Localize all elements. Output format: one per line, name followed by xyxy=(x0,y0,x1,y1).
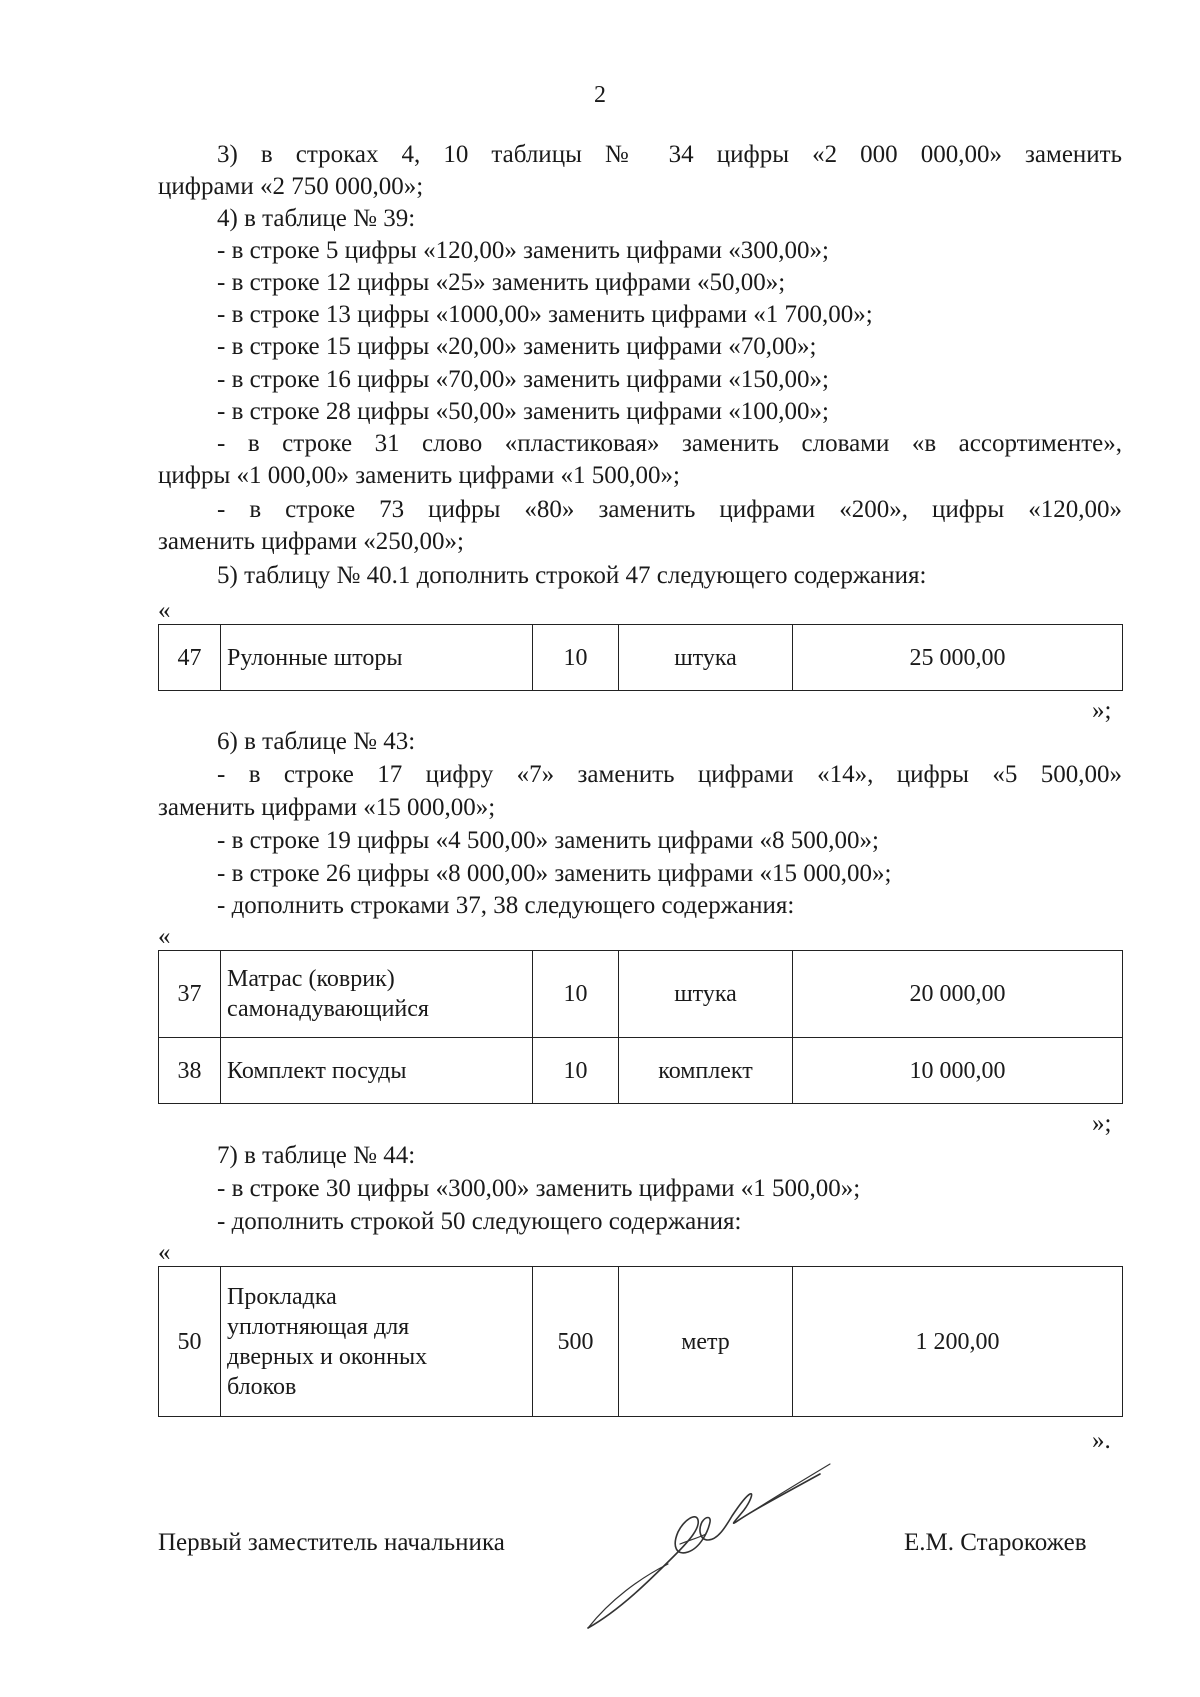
row-number: 47 xyxy=(159,625,221,691)
item5-close-quote: »; xyxy=(1092,697,1112,724)
row-number: 50 xyxy=(159,1267,221,1417)
item5-header: 5) таблицу № 40.1 дополнить строкой 47 следующего содержания: xyxy=(217,562,927,589)
table-row xyxy=(159,1038,1123,1104)
row-number: 38 xyxy=(159,1038,221,1104)
handwritten-signature xyxy=(580,1460,860,1640)
item5-open-quote: « xyxy=(158,597,171,624)
item6-row17-line2: заменить цифрами «15 000,00»; xyxy=(158,794,496,821)
item7-open-quote: « xyxy=(158,1239,171,1266)
item-unit: штука xyxy=(619,951,793,1038)
item4-line: - в строке 5 цифры «120,00» заменить цифрами «300,00»; xyxy=(217,237,829,264)
item-name xyxy=(221,1267,533,1417)
item7-line: - в строке 30 цифры «300,00» заменить цифрами «1 500,00»; xyxy=(217,1175,861,1202)
item-unit: комплект xyxy=(619,1038,793,1104)
item-price: 1 200,00 xyxy=(793,1267,1123,1417)
item4-line: - в строке 12 цифры «25» заменить цифрами «50,00»; xyxy=(217,269,786,296)
item-name: Комплект посуды xyxy=(221,1038,533,1104)
row-number: 37 xyxy=(159,951,221,1038)
item4-row31-line2: цифры «1 000,00» заменить цифрами «1 500,00»; xyxy=(158,462,680,489)
item-price: 25 000,00 xyxy=(793,625,1123,691)
item-price: 10 000,00 xyxy=(793,1038,1123,1104)
table-44-addition xyxy=(158,1266,1123,1417)
item-name-line: уплотняющая для xyxy=(227,1313,410,1340)
item6-line: - дополнить строками 37, 38 следующего содержания: xyxy=(217,892,795,919)
item3-line1: 3) в строках 4, 10 таблицы № 34 цифры «2 000 000,00» заменить xyxy=(217,141,1122,168)
item6-open-quote: « xyxy=(158,923,171,950)
signatory-name: Е.М. Старокожев xyxy=(904,1529,1087,1556)
item4-row31-line1: - в строке 31 слово «пластиковая» заменить словами «в ассортименте», xyxy=(217,430,1122,457)
item7-line: - дополнить строкой 50 следующего содержания: xyxy=(217,1208,742,1235)
table-row xyxy=(159,951,1123,1038)
item-name-line: блоков xyxy=(227,1373,297,1400)
item4-header: 4) в таблице № 39: xyxy=(217,205,416,232)
item-quantity: 500 xyxy=(533,1267,619,1417)
item-unit: метр xyxy=(619,1267,793,1417)
item4-line: - в строке 16 цифры «70,00» заменить цифрами «150,00»; xyxy=(217,366,829,393)
item-quantity: 10 xyxy=(533,1038,619,1104)
table-row xyxy=(159,625,1123,691)
item4-row73-line1: - в строке 73 цифры «80» заменить цифрами «200», цифры «120,00» xyxy=(217,496,1122,523)
item-name-line: Матрас (коврик) xyxy=(227,966,395,992)
item-unit: штука xyxy=(619,625,793,691)
item-name xyxy=(221,951,533,1038)
item4-line: - в строке 13 цифры «1000,00» заменить цифрами «1 700,00»; xyxy=(217,301,873,328)
item6-row17-line1: - в строке 17 цифру «7» заменить цифрами «14», цифры «5 500,00» xyxy=(217,761,1122,788)
item4-row73-line2: заменить цифрами «250,00»; xyxy=(158,528,464,555)
item6-close-quote: »; xyxy=(1092,1110,1112,1137)
table-40-1-addition xyxy=(158,624,1123,691)
item4-line: - в строке 15 цифры «20,00» заменить цифрами «70,00»; xyxy=(217,333,817,360)
item-name-line: дверных и оконных xyxy=(227,1343,428,1370)
item-name: Рулонные шторы xyxy=(221,625,533,691)
item6-line: - в строке 26 цифры «8 000,00» заменить цифрами «15 000,00»; xyxy=(217,860,892,887)
item6-line: - в строке 19 цифры «4 500,00» заменить цифрами «8 500,00»; xyxy=(217,827,879,854)
item-quantity: 10 xyxy=(533,625,619,691)
item3-line2: цифрами «2 750 000,00»; xyxy=(158,173,424,200)
table-row xyxy=(159,1267,1123,1417)
item-name-line: самонадувающийся xyxy=(227,996,429,1022)
item-name-line: Прокладка xyxy=(227,1283,337,1310)
item7-header: 7) в таблице № 44: xyxy=(217,1142,416,1169)
item7-close-quote: ». xyxy=(1092,1427,1111,1454)
table-43-addition xyxy=(158,950,1123,1104)
page-number: 2 xyxy=(594,82,606,108)
signatory-position: Первый заместитель начальника xyxy=(158,1529,505,1556)
item-quantity: 10 xyxy=(533,951,619,1038)
item4-line: - в строке 28 цифры «50,00» заменить цифрами «100,00»; xyxy=(217,398,829,425)
item6-header: 6) в таблице № 43: xyxy=(217,728,416,755)
item-price: 20 000,00 xyxy=(793,951,1123,1038)
